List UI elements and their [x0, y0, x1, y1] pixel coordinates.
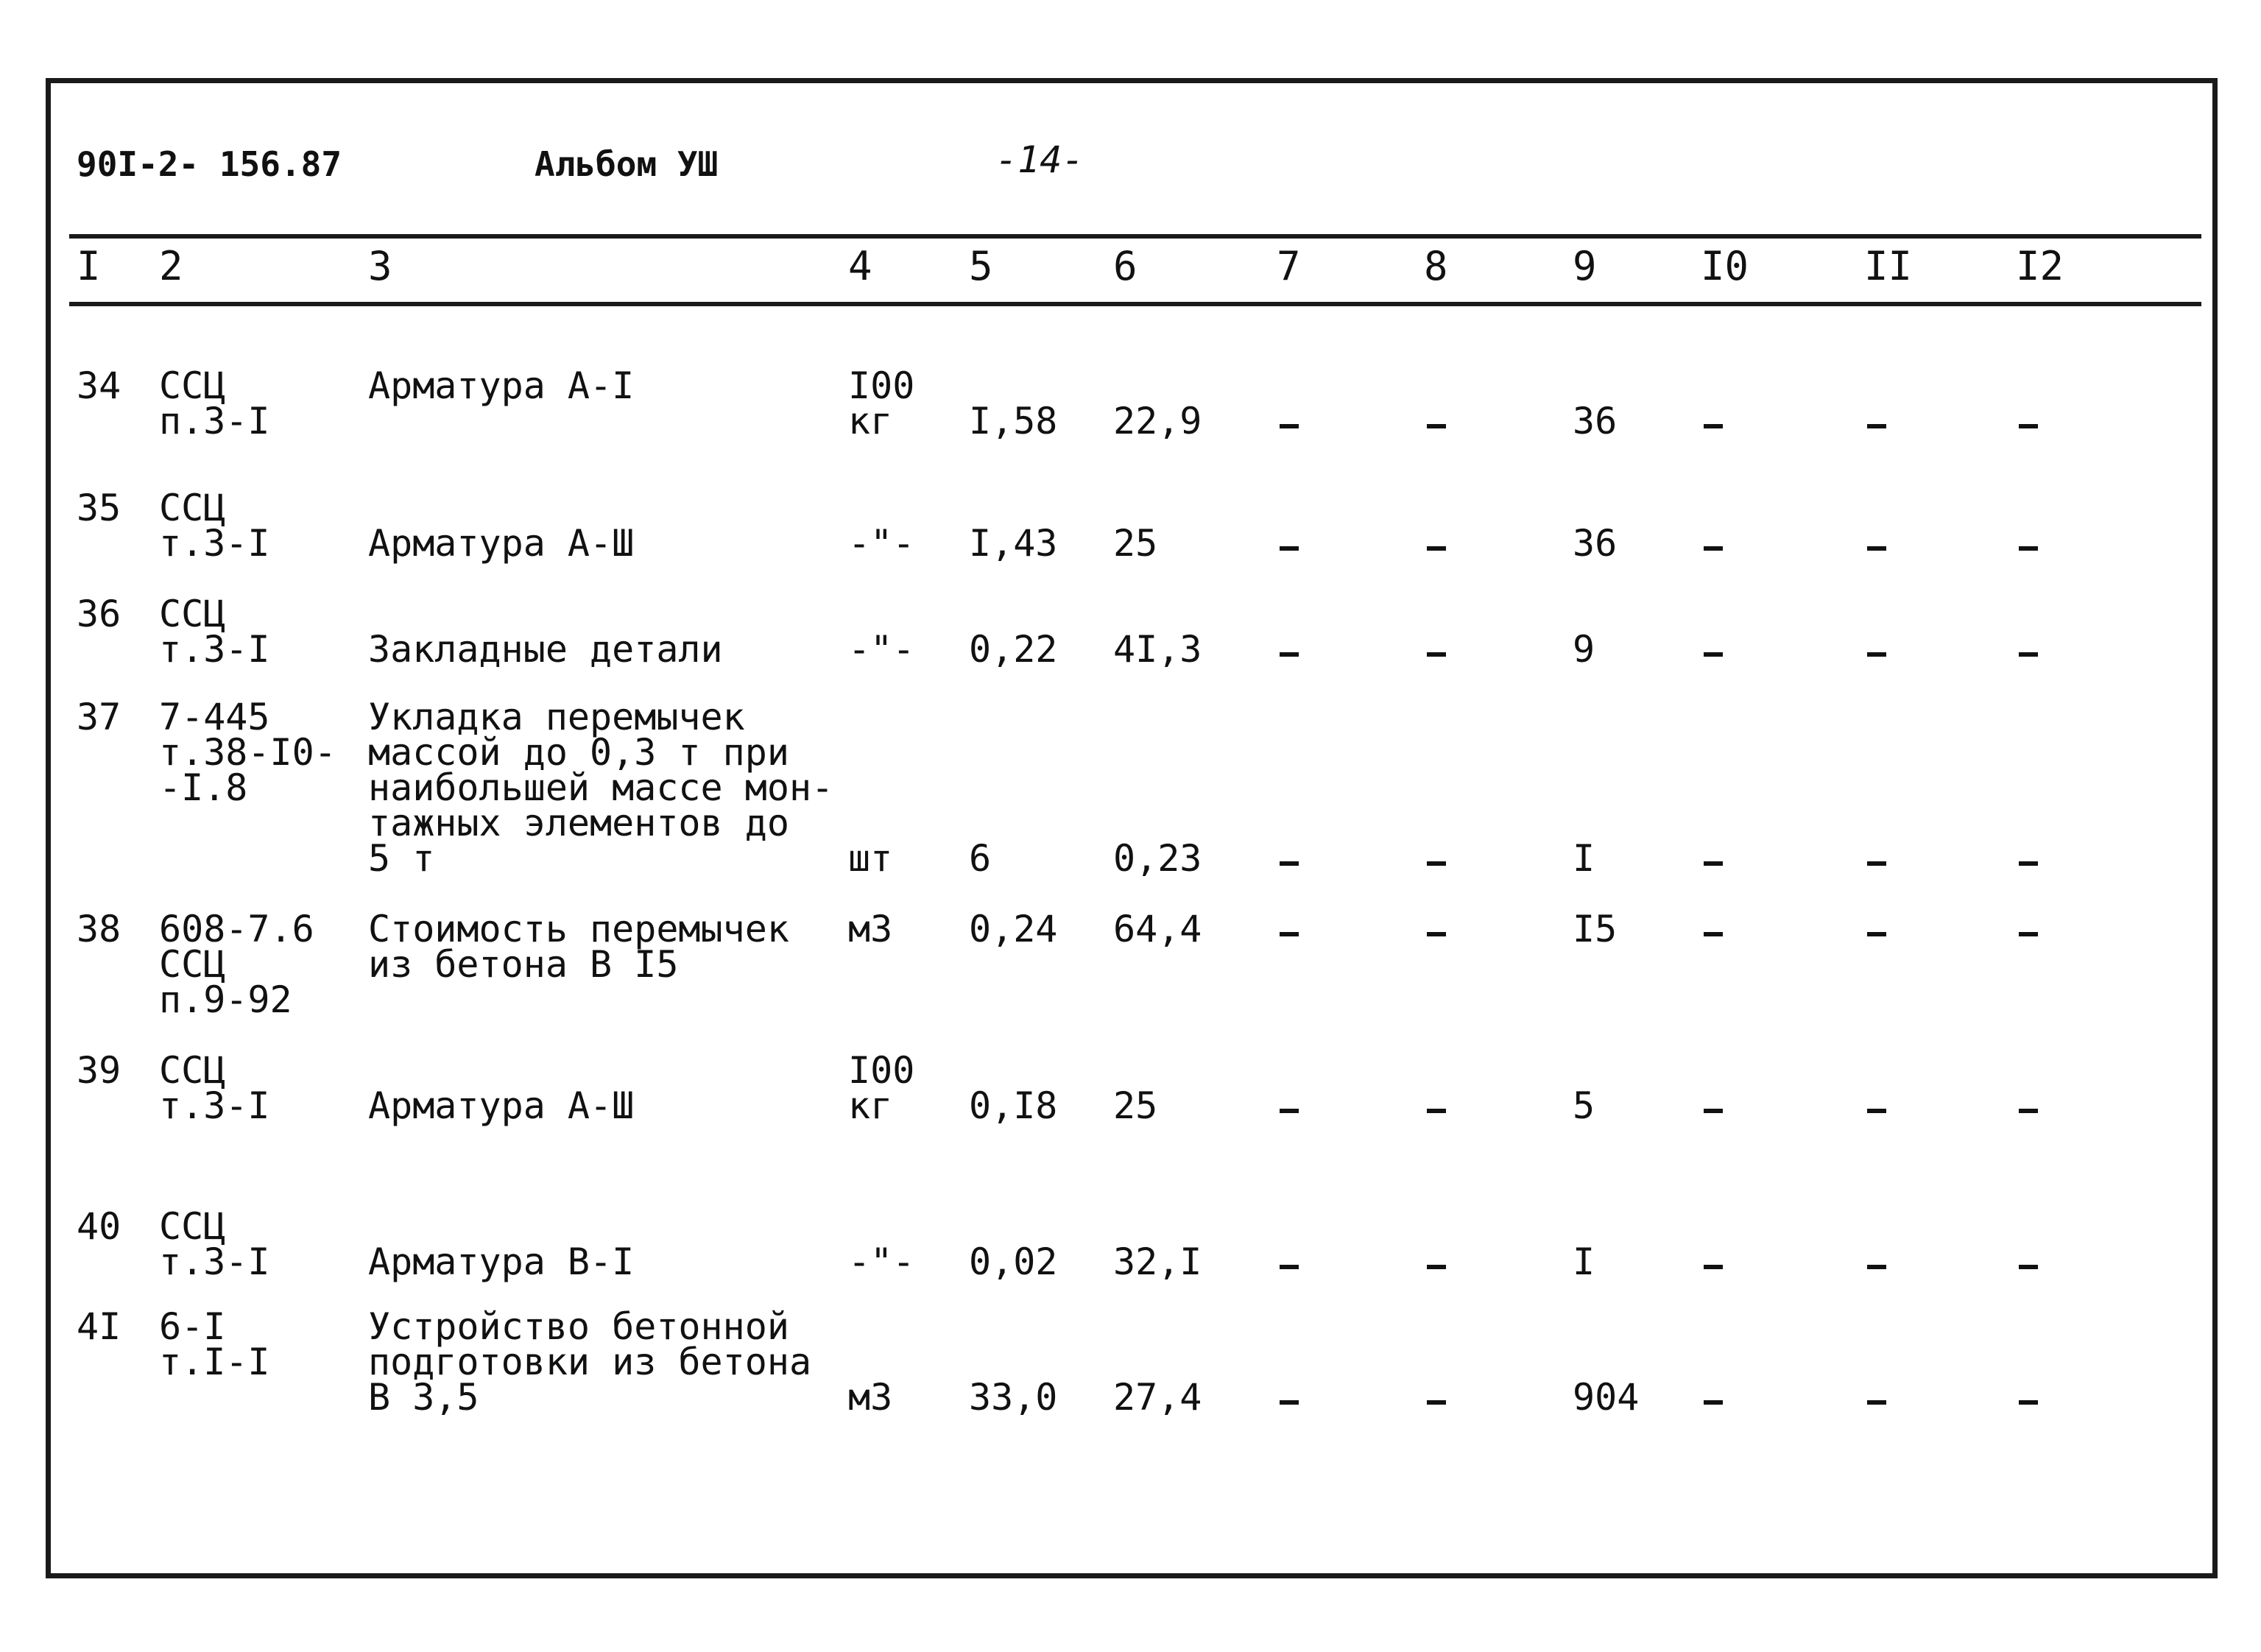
- unit-line: кг: [848, 400, 893, 442]
- rate-code-line: п.3-I: [159, 400, 270, 442]
- col10-dash: [1704, 1265, 1723, 1269]
- work-name-line: Устройство бетонной: [368, 1305, 789, 1348]
- col11-dash: [1867, 1400, 1886, 1405]
- work-name-line: Арматура А-Ш: [368, 1084, 635, 1127]
- row-number: 37: [77, 696, 121, 738]
- col10-dash: [1704, 861, 1723, 866]
- column-number-10: I0: [1701, 243, 1749, 289]
- rate-code: [159, 1205, 270, 1283]
- col10-dash: [1704, 546, 1723, 551]
- col8-dash: [1427, 1109, 1446, 1113]
- page-number: -14-: [995, 138, 1084, 181]
- work-name-line: Укладка перемычек: [368, 696, 745, 738]
- col9-value: 904: [1573, 1376, 1640, 1419]
- rate-code-line: 7-445: [159, 696, 270, 738]
- col12-dash: [2019, 546, 2038, 551]
- col11-dash: [1867, 932, 1886, 936]
- col8-dash: [1427, 652, 1446, 657]
- unit: [848, 364, 915, 442]
- work-name-line: подготовки из бетона: [368, 1341, 812, 1383]
- rate-code: [159, 1305, 270, 1383]
- work-name-line: тажных элементов до: [368, 802, 789, 844]
- work-name-line: из бетона В I5: [368, 943, 679, 986]
- work-name: [368, 1084, 635, 1127]
- col12-dash: [2019, 932, 2038, 936]
- column-number-5: 5: [969, 243, 993, 289]
- quantity: 33,0: [969, 1376, 1058, 1419]
- rate-code-line: п.9-92: [159, 978, 292, 1021]
- work-name: [368, 1240, 635, 1283]
- quantity: 0,22: [969, 628, 1058, 671]
- col7-dash: [1280, 861, 1299, 866]
- col9-value: 36: [1573, 522, 1618, 565]
- unit-line: -"-: [848, 522, 915, 565]
- col8-dash: [1427, 1400, 1446, 1405]
- rate-code-line: 608-7.6: [159, 908, 314, 950]
- rate-code-line: т.3-I: [159, 628, 270, 671]
- rate-code: [159, 364, 270, 442]
- col11-dash: [1867, 861, 1886, 866]
- col10-dash: [1704, 424, 1723, 428]
- rate-code-line: т.I-I: [159, 1341, 270, 1383]
- quantity: I,58: [969, 400, 1058, 442]
- quantity: 6: [969, 837, 992, 880]
- column-number-2: 2: [159, 243, 183, 289]
- unit: [848, 908, 893, 950]
- unit: [848, 1376, 893, 1419]
- col9-value: 9: [1573, 628, 1595, 671]
- col7-dash: [1280, 932, 1299, 936]
- unit-price: 64,4: [1113, 908, 1202, 950]
- unit-line: -"-: [848, 1240, 915, 1283]
- col10-dash: [1704, 1109, 1723, 1113]
- column-number-3: 3: [368, 243, 392, 289]
- rate-code-line: т.3-I: [159, 1084, 270, 1127]
- work-name-line: Арматура А-Ш: [368, 522, 635, 565]
- unit-line: м3: [848, 1376, 893, 1419]
- work-name: [368, 522, 635, 565]
- work-name: [368, 696, 834, 880]
- col11-dash: [1867, 652, 1886, 657]
- unit-price: 4I,3: [1113, 628, 1202, 671]
- col12-dash: [2019, 861, 2038, 866]
- quantity: I,43: [969, 522, 1058, 565]
- column-number-7: 7: [1277, 243, 1301, 289]
- unit-line: шт: [848, 837, 893, 880]
- unit: [848, 628, 915, 671]
- col7-dash: [1280, 1265, 1299, 1269]
- work-name-line: В 3,5: [368, 1376, 479, 1419]
- quantity: 0,24: [969, 908, 1058, 950]
- column-number-8: 8: [1424, 243, 1448, 289]
- quantity: 0,I8: [969, 1084, 1058, 1127]
- row-number: 38: [77, 908, 121, 950]
- unit-line: кг: [848, 1084, 893, 1127]
- col12-dash: [2019, 1265, 2038, 1269]
- rate-code-line: ССЦ: [159, 593, 226, 635]
- row-number: 40: [77, 1205, 121, 1248]
- col7-dash: [1280, 546, 1299, 551]
- work-name-line: 5 т: [368, 837, 435, 880]
- rate-code-line: ССЦ: [159, 364, 226, 407]
- col7-dash: [1280, 1109, 1299, 1113]
- col9-value: I5: [1573, 908, 1618, 950]
- album-title: Альбом УШ: [535, 144, 719, 184]
- unit-price: 27,4: [1113, 1376, 1202, 1419]
- col8-dash: [1427, 1265, 1446, 1269]
- work-name-line: Стоимость перемычек: [368, 908, 789, 950]
- work-name: [368, 628, 723, 671]
- column-number-6: 6: [1113, 243, 1137, 289]
- col7-dash: [1280, 1400, 1299, 1405]
- unit: [848, 1240, 915, 1283]
- rate-code-line: ССЦ: [159, 1205, 226, 1248]
- col10-dash: [1704, 1400, 1723, 1405]
- rate-code: [159, 1049, 270, 1127]
- rate-code-line: ССЦ: [159, 487, 226, 529]
- unit-price: 25: [1113, 1084, 1158, 1127]
- unit-price: 32,I: [1113, 1240, 1202, 1283]
- column-number-11: II: [1864, 243, 1913, 289]
- rate-code: [159, 696, 336, 809]
- work-name: [368, 364, 635, 407]
- rate-code-line: т.38-I0-: [159, 731, 336, 774]
- column-number-12: I2: [2016, 243, 2064, 289]
- col9-value: I: [1573, 1240, 1595, 1283]
- col11-dash: [1867, 546, 1886, 551]
- work-name-line: Закладные детали: [368, 628, 723, 671]
- quantity: 0,02: [969, 1240, 1058, 1283]
- rate-code-line: -I.8: [159, 766, 248, 809]
- header-rule: [69, 302, 2201, 306]
- row-number: 34: [77, 364, 121, 407]
- col12-dash: [2019, 1109, 2038, 1113]
- work-name-line: наибольшей массе мон-: [368, 766, 834, 809]
- unit-line: I00: [848, 364, 915, 407]
- col12-dash: [2019, 424, 2038, 428]
- work-name-line: массой до 0,3 т при: [368, 731, 789, 774]
- rate-code: [159, 593, 270, 671]
- work-name: [368, 908, 789, 986]
- column-number-1: I: [77, 243, 101, 289]
- unit-price: 0,23: [1113, 837, 1202, 880]
- unit-price: 25: [1113, 522, 1158, 565]
- row-number: 4I: [77, 1305, 121, 1348]
- rate-code-line: т.3-I: [159, 522, 270, 565]
- col10-dash: [1704, 932, 1723, 936]
- col9-value: 5: [1573, 1084, 1595, 1127]
- rate-code-line: ССЦ: [159, 1049, 226, 1092]
- unit-price: 22,9: [1113, 400, 1202, 442]
- col7-dash: [1280, 652, 1299, 657]
- rate-code-line: т.3-I: [159, 1240, 270, 1283]
- col11-dash: [1867, 424, 1886, 428]
- doc-code: 90I-2- 156.87: [77, 144, 342, 184]
- work-name-line: Арматура А-I: [368, 364, 635, 407]
- unit: [848, 522, 915, 565]
- col7-dash: [1280, 424, 1299, 428]
- rate-code: [159, 487, 270, 565]
- rate-code: [159, 908, 314, 1021]
- column-number-9: 9: [1573, 243, 1597, 289]
- col8-dash: [1427, 861, 1446, 866]
- col8-dash: [1427, 424, 1446, 428]
- unit: [848, 1049, 915, 1127]
- work-name: [368, 1305, 812, 1419]
- row-number: 36: [77, 593, 121, 635]
- work-name-line: Арматура В-I: [368, 1240, 635, 1283]
- unit-line: -"-: [848, 628, 915, 671]
- column-number-4: 4: [848, 243, 872, 289]
- unit-line: м3: [848, 908, 893, 950]
- unit-line: I00: [848, 1049, 915, 1092]
- top-rule: [69, 234, 2201, 239]
- row-number: 35: [77, 487, 121, 529]
- col9-value: I: [1573, 837, 1595, 880]
- rate-code-line: 6-I: [159, 1305, 226, 1348]
- col9-value: 36: [1573, 400, 1618, 442]
- col8-dash: [1427, 932, 1446, 936]
- col11-dash: [1867, 1265, 1886, 1269]
- col10-dash: [1704, 652, 1723, 657]
- col11-dash: [1867, 1109, 1886, 1113]
- col8-dash: [1427, 546, 1446, 551]
- col12-dash: [2019, 652, 2038, 657]
- row-number: 39: [77, 1049, 121, 1092]
- rate-code-line: ССЦ: [159, 943, 226, 986]
- col12-dash: [2019, 1400, 2038, 1405]
- unit: [848, 837, 893, 880]
